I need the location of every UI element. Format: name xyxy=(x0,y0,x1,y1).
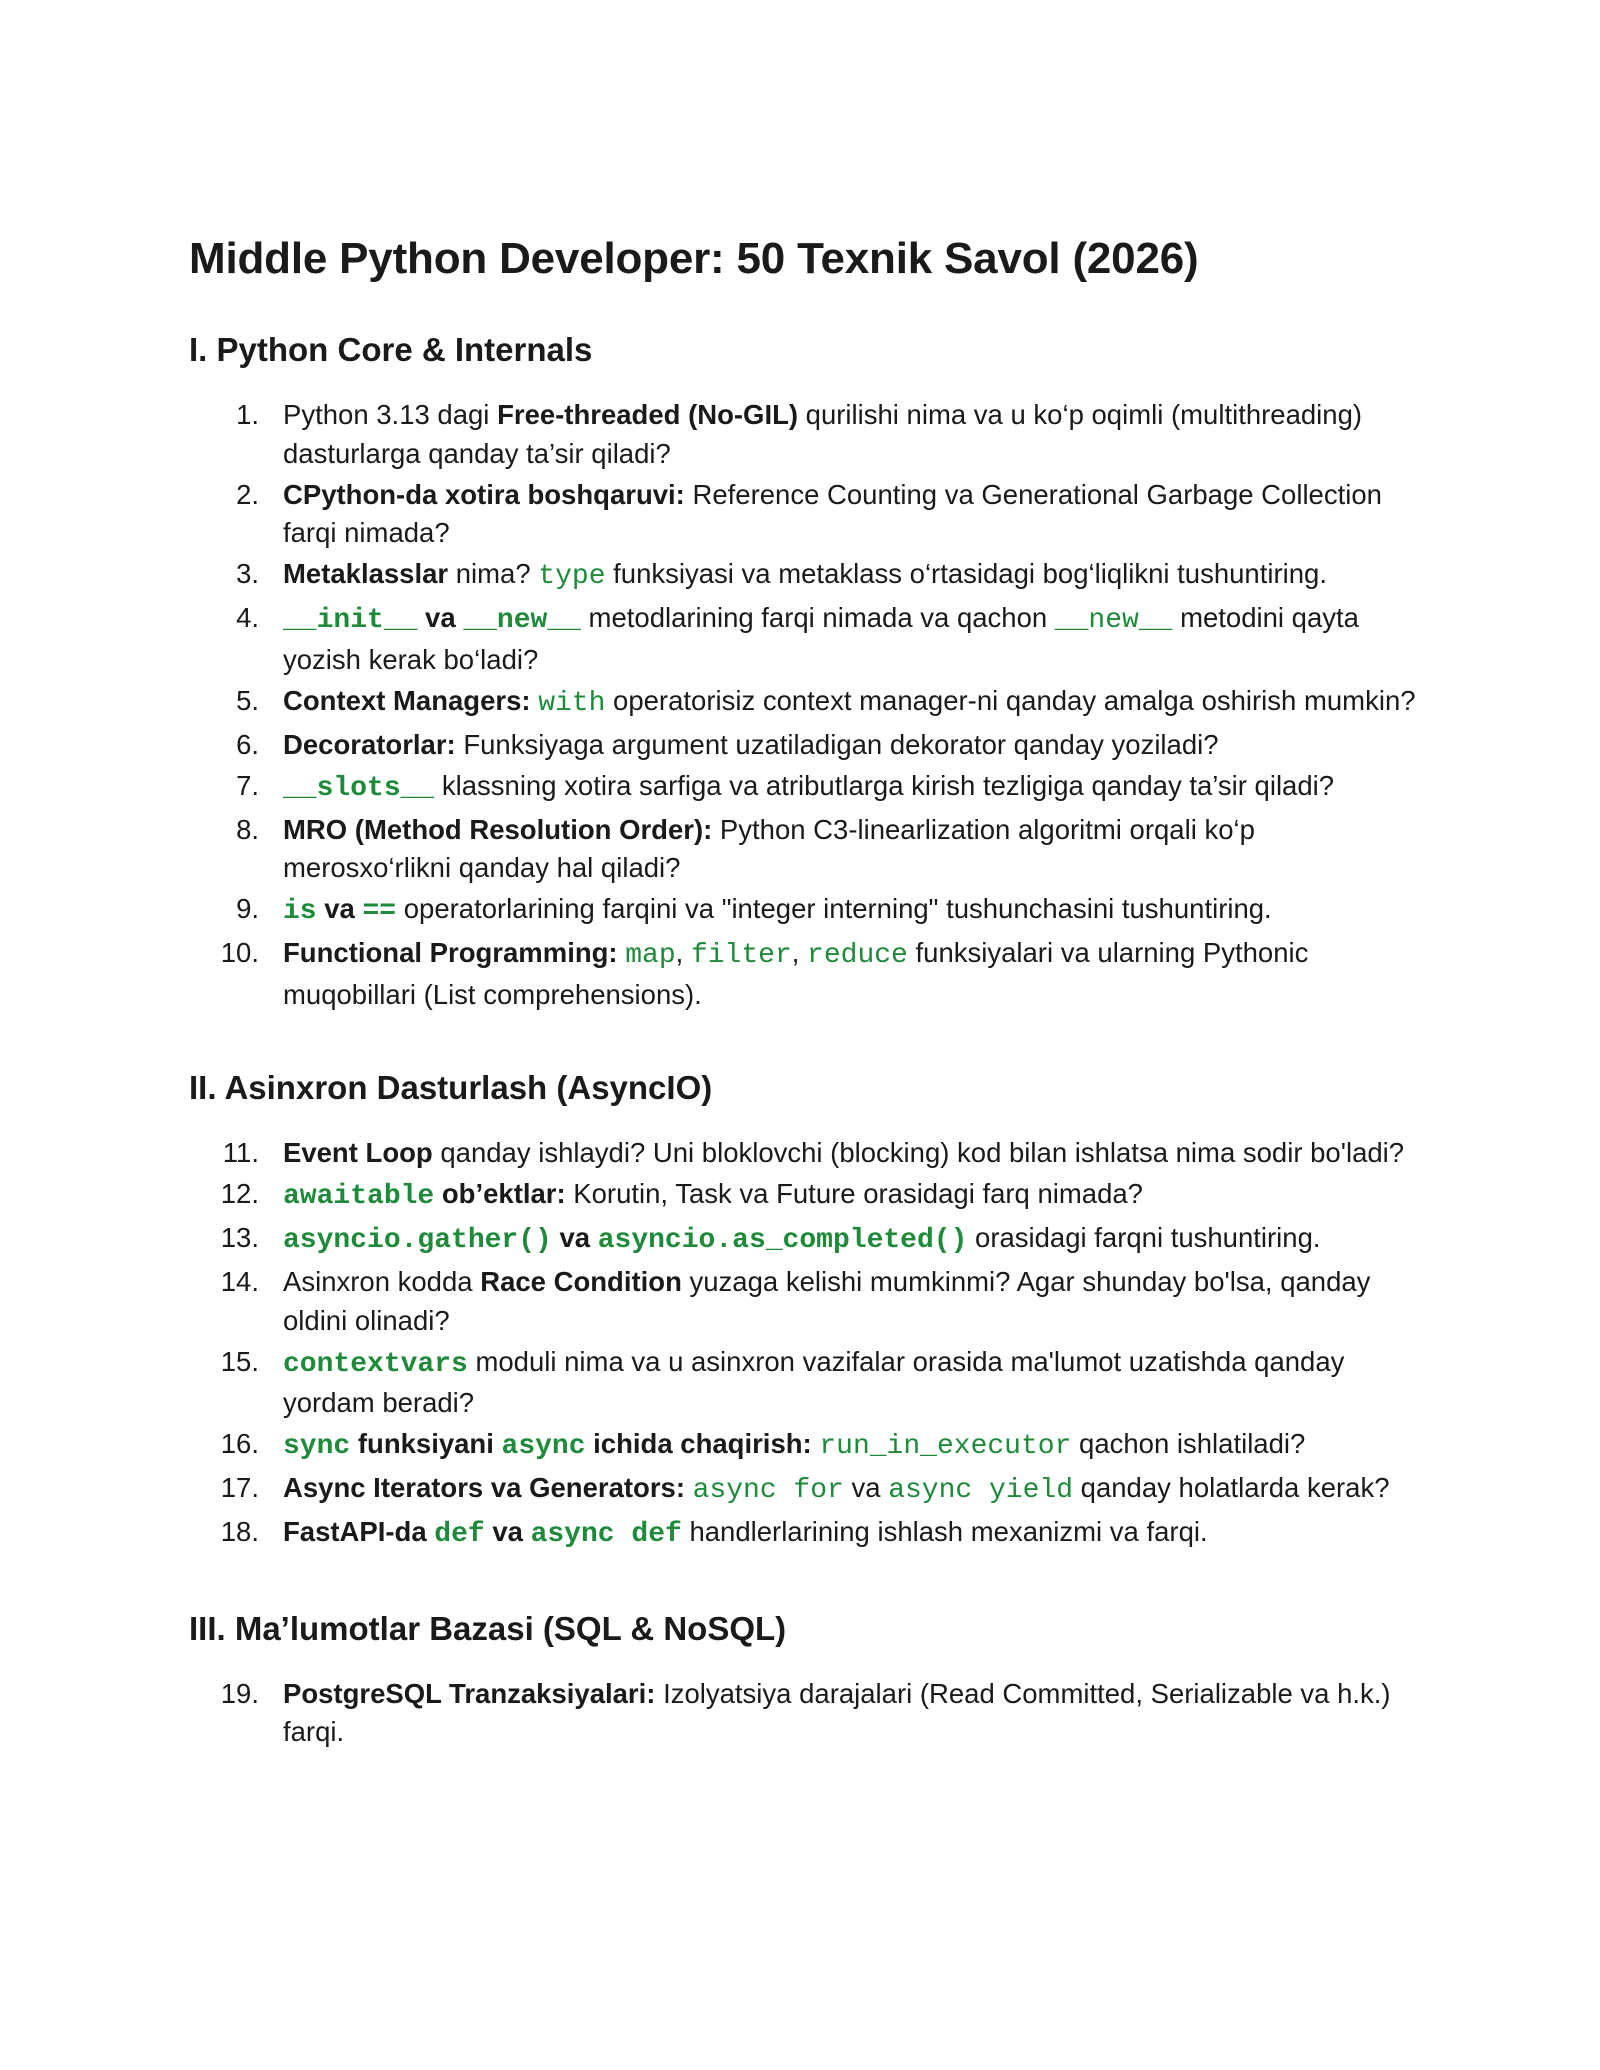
question-text: Python C3-linearlization algoritmi orqali ko‘p merosxo‘rlikni qanday hal qiladi? xyxy=(283,813,1255,883)
code-text: type xyxy=(538,561,606,592)
question-text: klassning xotira sarfiga va atributlarga kirish tezligiga qanday ta’sir qiladi? xyxy=(434,769,1335,801)
question-text: , xyxy=(791,937,808,968)
bold-text: ob’ektlar: xyxy=(434,1178,566,1209)
question-number: 2. xyxy=(236,478,259,510)
bold-text: va xyxy=(417,602,464,633)
question-text: handlerlarining ishlash mexanizmi va farqi. xyxy=(681,1516,1208,1547)
code-text: async xyxy=(501,1431,586,1462)
code-text: == xyxy=(362,896,397,927)
question-number: 15. xyxy=(220,1345,259,1377)
code-text: filter xyxy=(690,940,792,971)
question-text: funksiyasi va metaklass o‘rtasidagi bog‘liqlikni tushuntiring. xyxy=(605,558,1327,589)
code-text: awaitable xyxy=(283,1181,435,1212)
question-item xyxy=(189,890,1429,932)
question-number: 19. xyxy=(220,1677,259,1709)
question-number: 16. xyxy=(220,1428,259,1459)
code-text: def xyxy=(434,1519,485,1550)
code-text: async yield xyxy=(888,1475,1074,1506)
section-heading: I. Python Core & Internals xyxy=(189,331,593,368)
question-item xyxy=(189,1513,1429,1555)
question-item xyxy=(189,1469,1429,1511)
bold-text: Functional Programming: xyxy=(283,937,618,968)
question-number: 18. xyxy=(220,1516,259,1547)
bold-text: Decoratorlar: xyxy=(283,728,456,760)
question-number: 9. xyxy=(236,893,259,924)
code-text: asyncio.gather() xyxy=(283,1225,552,1256)
question-text: Funksiyaga argument uzatiladigan dekorator qanday yoziladi? xyxy=(455,728,1219,760)
section-heading: III. Ma’lumotlar Bazasi (SQL & NoSQL) xyxy=(189,1609,787,1647)
question-text: Python 3.13 dagi xyxy=(283,399,498,430)
bold-text: funksiyani xyxy=(350,1428,502,1459)
question-number: 17. xyxy=(220,1472,259,1503)
question-text xyxy=(685,1472,693,1503)
code-text: __slots__ xyxy=(283,772,435,804)
bold-text: Async Iterators va Generators: xyxy=(283,1472,685,1503)
question-item xyxy=(189,476,1429,553)
question-number: 6. xyxy=(236,728,259,760)
question-item xyxy=(189,1425,1429,1467)
bold-text: FastAPI-da xyxy=(283,1516,435,1547)
question-text: operatorisiz context manager-ni qanday amalga oshirish mumkin? xyxy=(605,684,1416,716)
bold-text: MRO (Method Resolution Order): xyxy=(283,813,713,845)
sections-container xyxy=(189,328,1429,1752)
question-text: qanday holatlarda kerak? xyxy=(1073,1472,1390,1503)
question-item xyxy=(189,1263,1429,1340)
question-number: 4. xyxy=(236,602,259,633)
question-item xyxy=(189,934,1429,1014)
bold-text: Context Managers: xyxy=(283,684,531,716)
question-item xyxy=(189,1219,1429,1261)
question-text: va xyxy=(843,1472,889,1503)
question-number: 11. xyxy=(222,1137,259,1168)
question-text: nima? xyxy=(448,558,539,589)
question-number: 8. xyxy=(236,813,259,845)
question-item xyxy=(189,726,1429,765)
question-number: 7. xyxy=(236,769,259,801)
code-text: __new__ xyxy=(1054,605,1173,636)
question-text: qachon ishlatiladi? xyxy=(1071,1428,1306,1459)
bold-text: Race Condition xyxy=(480,1266,682,1297)
question-item xyxy=(189,1134,1429,1173)
question-number: 10. xyxy=(220,937,259,968)
question-item xyxy=(189,1175,1429,1217)
bold-text: CPython-da xotira boshqaruvi: xyxy=(283,478,685,510)
code-text: async for xyxy=(692,1475,844,1506)
question-text: qurilishi nima va u ko‘p oqimli (multithreading) dasturlarga qanday ta’sir qiladi? xyxy=(283,399,1363,469)
question-number: 3. xyxy=(236,558,259,589)
question-item xyxy=(189,599,1429,679)
code-text: sync xyxy=(283,1431,351,1462)
bold-text: PostgreSQL Tranzaksiyalari: xyxy=(283,1677,656,1709)
question-item xyxy=(189,1343,1429,1423)
question-text: , xyxy=(675,937,691,968)
bold-text: ichida chaqirish: xyxy=(585,1428,812,1459)
code-text: with xyxy=(538,687,606,719)
question-text: qanday ishlaydi? Uni bloklovchi (blocking) kod bilan ishlatsa nima sodir bo'ladi? xyxy=(432,1137,1405,1168)
question-item xyxy=(189,682,1429,724)
question-text: Izolyatsiya darajalari (Read Committed, Serializable va h.k.) farqi. xyxy=(283,1677,1391,1747)
question-item xyxy=(189,1675,1429,1752)
bold-text: Event Loop xyxy=(283,1137,433,1168)
question-text: metodlarining farqi nimada va qachon xyxy=(580,602,1055,633)
bold-text: va xyxy=(551,1222,598,1253)
question-text: Asinxron kodda xyxy=(283,1266,481,1297)
question-item xyxy=(189,811,1429,888)
question-text: operatorlarining farqini va "integer interning" tushunchasini tushuntiring. xyxy=(396,893,1272,924)
question-text: moduli nima va u asinxron vazifalar orasida ma'lumot uzatishda qanday yordam beradi? xyxy=(283,1345,1345,1418)
code-text: __new__ xyxy=(463,605,581,636)
question-list xyxy=(189,1675,1429,1752)
question-list xyxy=(189,1134,1429,1555)
bold-text: va xyxy=(484,1516,531,1547)
code-text: async def xyxy=(530,1519,682,1550)
document-page xyxy=(189,228,1429,1754)
bold-text: va xyxy=(316,893,363,924)
question-text: yuzaga kelishi mumkinmi? Agar shunday bo'lsa, qanday oldini olinadi? xyxy=(283,1266,1371,1336)
code-text: asyncio.as_completed() xyxy=(597,1225,968,1256)
question-number: 5. xyxy=(236,684,259,716)
bold-text: Free-threaded (No-GIL) xyxy=(497,399,799,430)
question-number: 12. xyxy=(220,1178,259,1209)
bold-text: Metaklasslar xyxy=(283,558,449,589)
question-text: metodini qayta yozish kerak bo‘ladi? xyxy=(283,602,1359,675)
code-text: run_in_executor xyxy=(819,1431,1072,1462)
page-title: Middle Python Developer: 50 Texnik Savol (2026) xyxy=(189,234,1199,283)
question-text: funksiyalari va ularning Pythonic muqobillari (List comprehensions). xyxy=(283,937,1309,1010)
code-text: contextvars xyxy=(283,1348,468,1380)
code-text: reduce xyxy=(807,940,908,971)
question-text: Reference Counting va Generational Garbage Collection farqi nimada? xyxy=(283,478,1382,548)
code-text: map xyxy=(625,940,676,971)
question-item xyxy=(189,767,1429,809)
question-number: 1. xyxy=(236,399,259,430)
question-number: 13. xyxy=(220,1222,259,1253)
question-item xyxy=(189,396,1429,473)
code-text: __init__ xyxy=(283,605,418,636)
question-text: Korutin, Task va Future orasidagi farq nimada? xyxy=(565,1178,1143,1209)
section-heading: II. Asinxron Dasturlash (AsyncIO) xyxy=(189,1069,713,1106)
question-list xyxy=(189,396,1429,1014)
code-text: is xyxy=(283,896,317,927)
question-number: 14. xyxy=(220,1266,259,1297)
question-item xyxy=(189,555,1429,597)
question-text: orasidagi farqni tushuntiring. xyxy=(967,1222,1321,1253)
